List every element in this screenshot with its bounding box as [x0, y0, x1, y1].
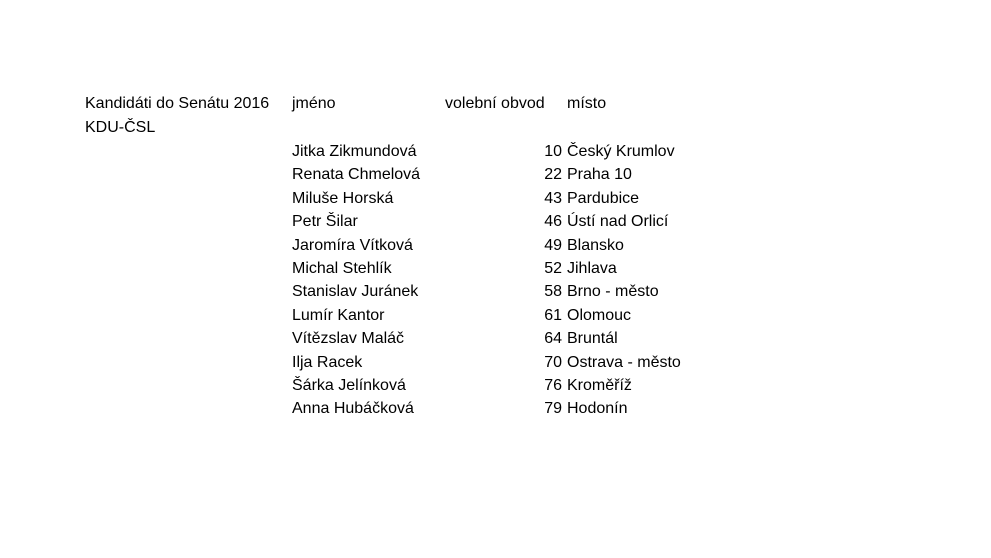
- table-row: [0, 282, 991, 305]
- candidate-name: Vítězslav Maláč: [292, 330, 405, 348]
- candidate-name: Miluše Horská: [292, 189, 394, 207]
- place-name: Praha 10: [567, 166, 632, 184]
- district-number: 58: [544, 283, 562, 301]
- candidate-name: Jitka Zikmundová: [292, 143, 417, 160]
- place-name: Brno - město: [567, 283, 659, 301]
- column-header-name: jméno: [292, 95, 336, 112]
- place-name: Jihlava: [567, 259, 617, 277]
- table-row: [0, 376, 991, 399]
- candidate-name: Stanislav Juránek: [292, 283, 419, 301]
- table-row: [0, 142, 991, 165]
- district-number: 10: [544, 143, 562, 160]
- place-name: Pardubice: [567, 189, 640, 207]
- candidate-name: Petr Šilar: [292, 213, 358, 231]
- place-name: Olomouc: [567, 306, 632, 324]
- candidate-name: Šárka Jelínková: [292, 376, 406, 394]
- place-name: Ostrava - město: [567, 353, 681, 371]
- district-number: 70: [544, 353, 562, 371]
- table-row: [0, 212, 991, 235]
- place-name: Hodonín: [567, 400, 628, 418]
- district-number: 46: [544, 213, 562, 231]
- district-number: 76: [544, 376, 562, 394]
- table-row: [0, 353, 991, 376]
- candidate-name: Ilja Racek: [292, 353, 363, 371]
- district-number: 22: [544, 166, 562, 184]
- district-number: 43: [544, 189, 562, 207]
- district-number: 52: [544, 259, 562, 277]
- place-name: Ústí nad Orlicí: [567, 213, 669, 231]
- table-row: [0, 165, 991, 188]
- table-row: [0, 306, 991, 329]
- place-name: Bruntál: [567, 330, 618, 348]
- candidate-name: Renata Chmelová: [292, 166, 421, 184]
- candidate-list: [0, 142, 991, 423]
- candidate-name: Michal Stehlík: [292, 259, 392, 277]
- column-header-place: místo: [567, 95, 607, 112]
- candidate-name: Anna Hubáčková: [292, 400, 414, 418]
- table-row: [0, 259, 991, 282]
- column-header-district: volební obvod: [445, 95, 545, 112]
- district-number: 49: [544, 236, 562, 254]
- place-name: Blansko: [567, 236, 624, 254]
- place-name: Kroměříž: [567, 376, 632, 394]
- candidate-name: Jaromíra Vítková: [292, 236, 413, 254]
- sheet-title: Kandidáti do Senátu 2016: [85, 95, 270, 112]
- table-row: [0, 399, 991, 422]
- table-row: [0, 189, 991, 212]
- district-number: 79: [544, 400, 562, 418]
- place-name: Český Krumlov: [567, 143, 675, 160]
- table-row: [0, 329, 991, 352]
- candidate-name: Lumír Kantor: [292, 306, 385, 324]
- party-name: KDU-ČSL: [85, 119, 156, 136]
- district-number: 61: [544, 306, 562, 324]
- table-row: [0, 236, 991, 259]
- district-number: 64: [544, 330, 562, 348]
